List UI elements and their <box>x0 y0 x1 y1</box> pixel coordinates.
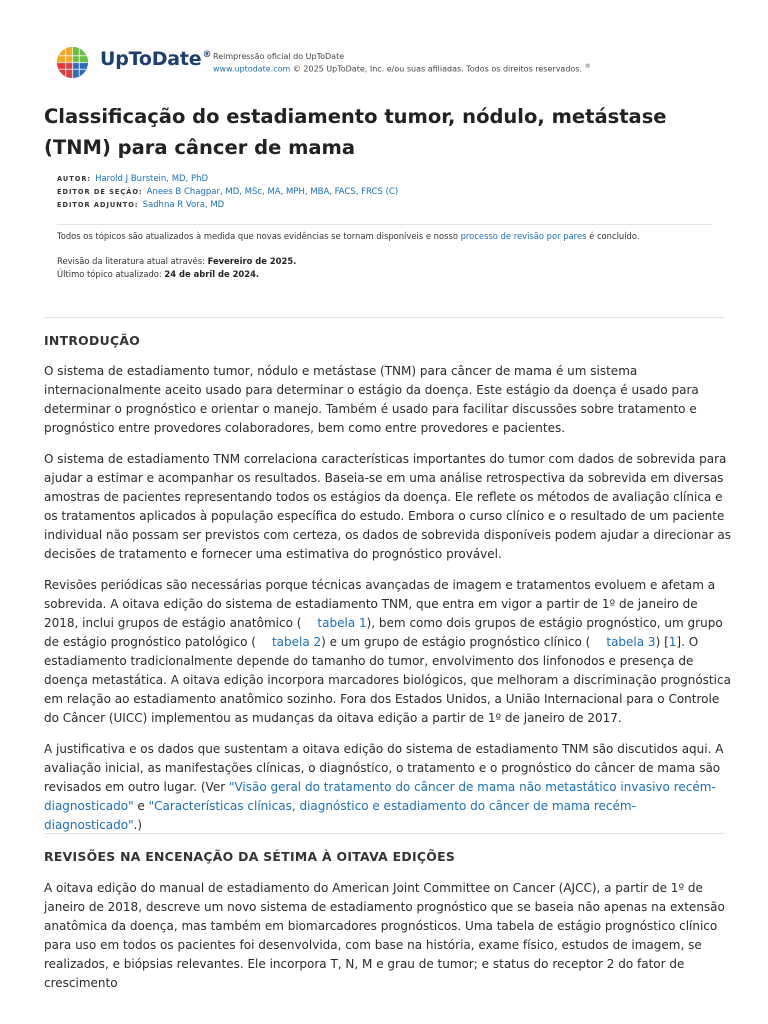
literature-review-date <box>57 255 296 268</box>
table-2-link[interactable] <box>256 635 321 649</box>
intro-paragraph-3 <box>44 576 732 728</box>
section-editor-role: EDITOR DE SEÇÃO: <box>57 188 143 196</box>
copyright-text: © 2025 UpToDate, Inc. e/ou suas afiliadas. Todos os direitos reservados. <box>290 64 585 74</box>
paragraph-text: Revisões periódicas são necessárias porque técnicas avançadas de imagem e tratamentos evoluem e afetam a sobrevida. A oitava edição do sistema de estadiamento TNM, que entra em vigor a partir de 1º de janeiro de 2018, inclui grupos de estágio anatômico ( <box>44 578 716 630</box>
notice-text: Todos os tópicos são atualizados à medida que novas evidências se tornam disponíveis e nosso <box>57 231 461 241</box>
site-link[interactable]: www.uptodate.com <box>213 64 291 74</box>
reprint-notice <box>213 52 591 75</box>
section-editor-name-link[interactable]: Anees B Chagpar, MD, MSc, MA, MPH, MBA, FACS, FRCS (C) <box>146 187 399 197</box>
author-list <box>57 173 398 212</box>
intro-paragraph-4 <box>44 740 732 835</box>
paragraph-text: ), bem como dois grupos de estágio prognóstico, um grupo de estágio prognóstico patológico ( <box>44 616 723 649</box>
notice-text-end: é concluído. <box>586 231 640 241</box>
clinical-features-link[interactable]: "Características clínicas, diagnóstico e estadiamento do câncer de mama recém-diagnosticado" <box>44 799 636 832</box>
table-3-label: tabela 3 <box>606 635 656 649</box>
intro-paragraph-1: O sistema de estadiamento tumor, nódulo e metástase (TNM) para câncer de mama é um sistema internacionalmente aceito usado para determinar o estágio da doença. Este estágio da doença é usado para determinar o prognóstico e orientar o manejo. Também é usado para facilitar discussões sobre tratamento e prognóstico entre provedores colaboradores, bem como entre provedores e pacientes. <box>44 364 699 435</box>
updated-label: Último tópico atualizado: <box>57 269 165 279</box>
table-3-link[interactable] <box>590 635 655 649</box>
author-name-link[interactable]: Harold J Burstein, MD, PhD <box>95 174 209 184</box>
section-heading-introduction: INTRODUÇÃO <box>44 333 141 348</box>
logo-name: UpToDate <box>100 48 202 70</box>
table-icon <box>590 638 602 647</box>
copyright-line <box>213 62 591 75</box>
page-title: Classificação do estadiamento tumor, nódulo, metástase (TNM) para câncer de mama <box>44 105 667 159</box>
reprint-line: Reimpressão oficial do UpToDate <box>213 52 345 61</box>
header <box>56 44 736 84</box>
review-value: Fevereiro de 2025. <box>207 256 297 266</box>
intro-paragraph-2: O sistema de estadiamento TNM correlaciona características importantes do tumor com dados de sobrevida para ajudar a estimar e acompanhar os resultados. Baseia-se em uma análise retrospectiva da sobrevida em diversas amostras de pacientes representando todos os estágios da doença. Ele reflete os métodos de avaliação clínica e os tratamentos aplicados à população específica do estudo. Embora o curso clínico e o resultado de um paciente individual não possam ser previstos com certeza, os dados de sobrevida disponíveis podem ajudar a direcionar as decisões de tratamento e fornecer uma estimativa do prognóstico provável. <box>44 452 731 561</box>
paragraph-text: ) e um grupo de estágio prognóstico clínico ( <box>321 635 591 649</box>
deputy-editor-name-link[interactable]: Sadhna R Vora, MD <box>142 200 225 210</box>
uptodate-globe-logo-icon[interactable] <box>56 46 89 79</box>
paragraph-text: .) <box>133 818 143 832</box>
section-editor-row <box>57 186 398 199</box>
paragraph-text: ]. O estadiamento tradicionalmente depende do tamanho do tumor, envolvimento dos linfonodos e presença de doença metastática. A oitava edição incorpora marcadores biológicos, que melhoram a discriminação prognóstica em relação ao estadiamento anatômico sozinho. Fora dos Estados Unidos, a União Internacional para o Controle do Câncer (UICC) implementou as mudanças da oitava edição a partir de 1º de janeiro de 2017. <box>44 635 731 725</box>
table-icon <box>301 619 313 628</box>
divider <box>57 224 712 225</box>
peer-review-link[interactable]: processo de revisão por pares <box>460 231 587 241</box>
section-heading-revisions: REVISÕES NA ENCENAÇÃO DA SÉTIMA À OITAVA EDIÇÕES <box>44 849 456 864</box>
updated-value: 24 de abril de 2024. <box>164 269 260 279</box>
review-label: Revisão da literatura atual através: <box>57 256 208 266</box>
review-dates <box>57 255 296 281</box>
deputy-editor-row <box>57 199 398 212</box>
paragraph-text: A justificativa e os dados que sustentam a oitava edição do sistema de estadiamento TNM são discutidos aqui. A avaliação inicial, as manifestações clínicas, o diagnóstico, o tratamento e o prognóstico do câncer de mama são revisados em outro lugar. (Ver <box>44 742 724 794</box>
paragraph-text: e <box>133 799 149 813</box>
divider <box>44 833 725 834</box>
logo-wordmark[interactable] <box>100 48 211 70</box>
reference-1-link[interactable]: 1 <box>668 635 677 649</box>
author-role: AUTOR: <box>57 175 92 183</box>
table-1-link[interactable] <box>301 616 366 630</box>
table-1-label: tabela 1 <box>317 616 367 630</box>
revisions-paragraph-1: A oitava edição do manual de estadiamento do American Joint Committee on Cancer (AJCC), a partir de 1º de janeiro de 2018, descreve um novo sistema de estadiamento prognóstico que se baseia não apenas na extensão anatômica da doença, mas também em biomarcadores prognósticos. Uma tabela de estágio prognóstico clínico para uso em todos os pacientes foi desenvolvida, com base na história, exame físico, estudos de imagem, se realizados, e biópsias relevantes. Ele incorpora T, N, M e grau de tumor; e status do receptor 2 do fator de crescimento <box>44 881 725 990</box>
author-row <box>57 173 398 186</box>
treatment-overview-link[interactable]: "Visão geral do tratamento do câncer de mama não metastático invasivo recém-diagnosticado" <box>44 780 716 813</box>
divider <box>44 317 725 318</box>
last-updated-date <box>57 268 296 281</box>
table-icon <box>256 638 268 647</box>
table-2-label: tabela 2 <box>271 635 322 649</box>
update-notice <box>57 231 640 241</box>
deputy-editor-role: EDITOR ADJUNTO: <box>57 201 139 209</box>
copyright-mark: ® <box>584 63 591 70</box>
paragraph-text: ) [ <box>655 635 669 649</box>
logo-registered-mark: ® <box>202 50 212 60</box>
